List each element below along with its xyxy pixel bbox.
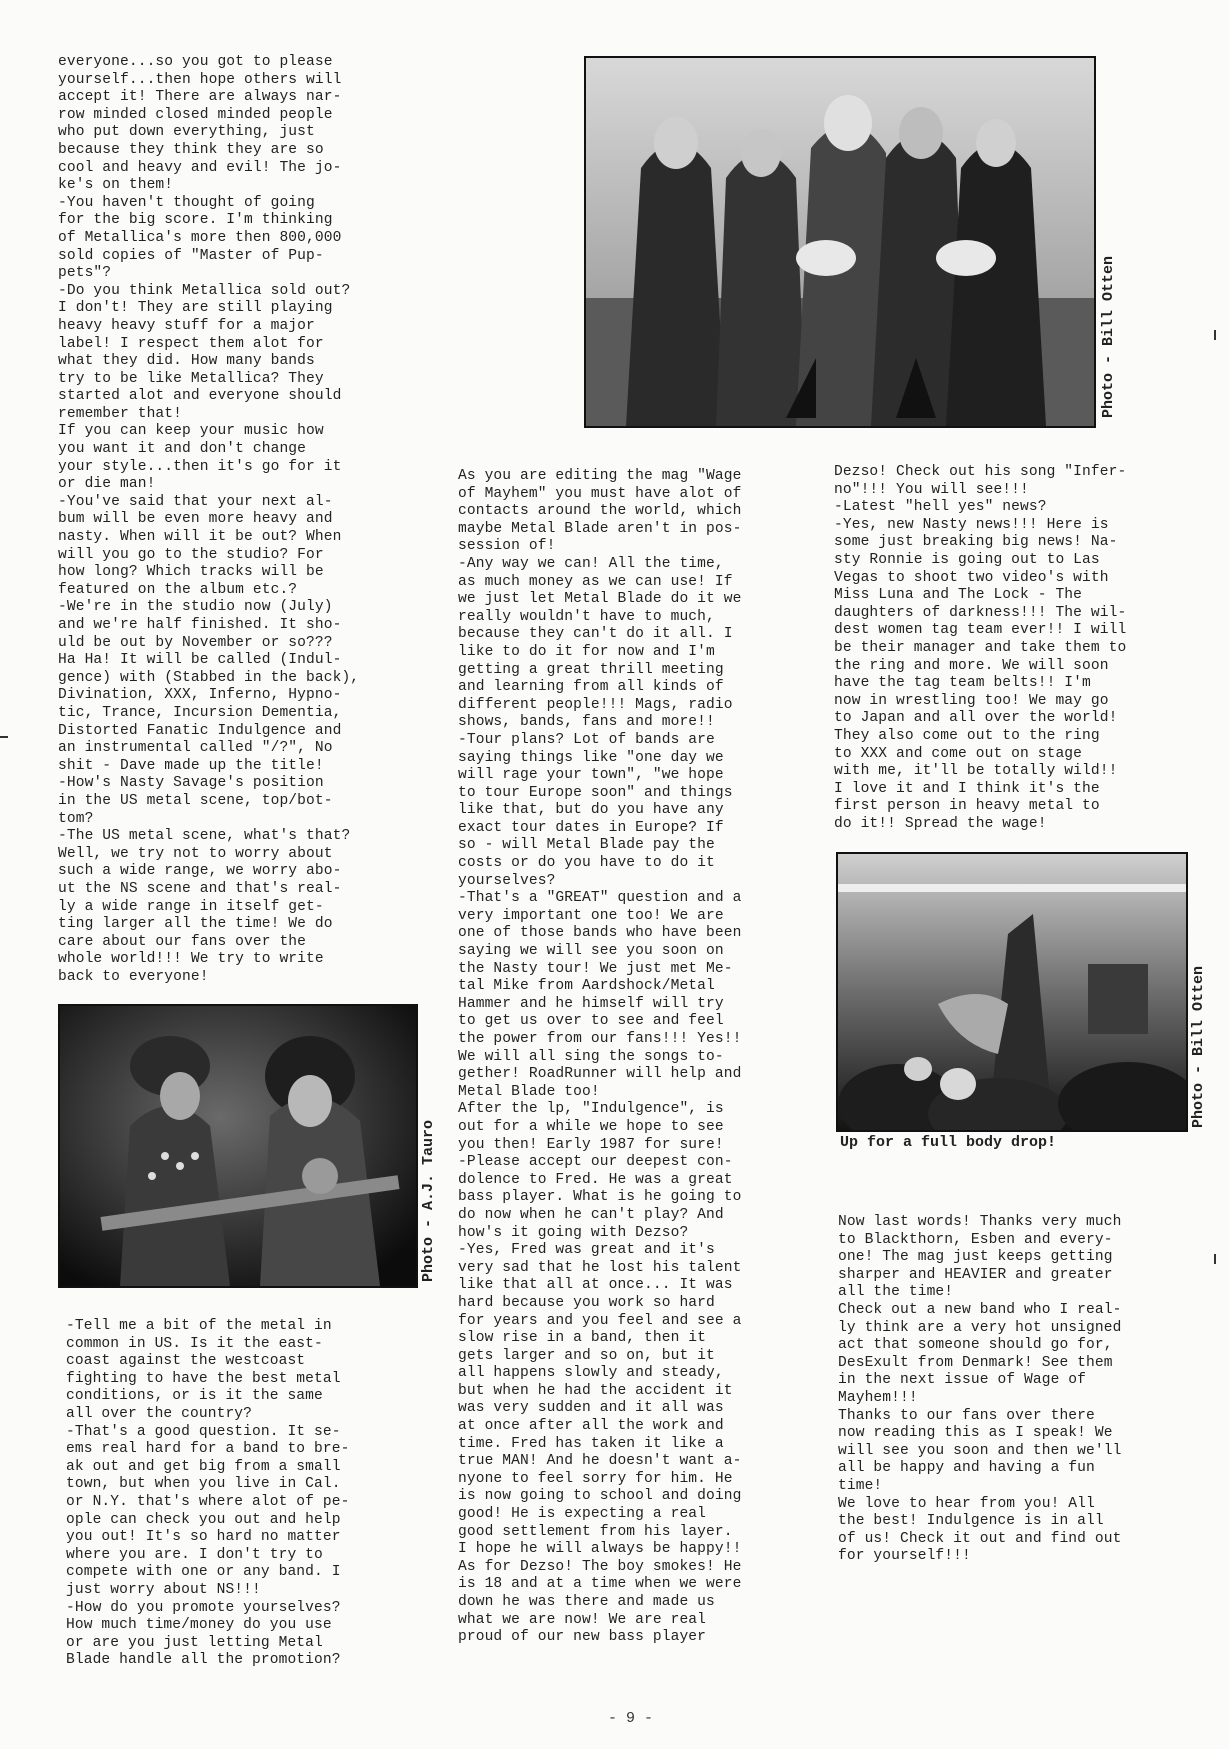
band-photo-credit: Photo - Bill Otten xyxy=(1100,255,1117,418)
stage-photo-caption: Up for a full body drop! xyxy=(840,1134,1057,1151)
middle-column-text: As you are editing the mag "Wage of Mayhem" you must have alot of contacts around the world, which maybe Metal Blade aren't in pos- session of! -Any way we can! All the time, as much money as we can use! If we just let Metal Blade do it we really wouldn't have to much, because they can't do it all. I like to do it for now and I'm getting a great thrill meeting and learning from all kinds of different people!!! Mags, radio shows, bands, fans and more!! -Tour plans? Lot of bands are saying things like "one day we will rage your town", "we hope to tour Europe soon" and things like that, but do you have any exact tour dates in Europe? If so - will Metal Blade pay the costs or do you have to do it yourselves? -That's a "GREAT" question and a very important one too! We are one of those bands who have been saying we will see you soon on the Nasty tour! We just met Me- tal Mike from Aardshock/Metal Hammer and he himself will try to get us over to see and feel the power from our fans!!! Yes!! We will all sing the songs to- gether! RoadRunner will help and Metal Blade too! After the lp, "Indulgence", is out for a while we hope to see you then! Early 1987 for sure! -Please accept our deepest con- dolence to Fred. He was a great bass player. What is he going to do now when he can't play? And how's it going with Dezso? -Yes, Fred was great and it's very sad that he lost his talent like that all at once... It was hard because you work so hard for years and you feel and see a slow rise in a band, then it gets larger and so on, but it all happens slowly and steady, but when he had the accident it was very sudden and it all was at once after all the work and time. Fred has taken it like a true MAN! And he doesn't want a- nyone to feel sorry for him. He is now going to school and doing good! He is expecting a real good settlement from his layer. I hope he will always be happy!! As for Dezso! The boy smokes! He is 18 and at a time when we were down he was there and made us what we are now! We are real proud of our new bass player xyxy=(458,468,742,1646)
band-group-photo xyxy=(584,56,1096,428)
margin-mark xyxy=(0,736,8,738)
guitarist-photo xyxy=(58,1004,418,1288)
left-column-top-text: everyone...so you got to please yourself...then hope others will accept it! There are always nar- row minded closed minded people who put down everything, just because they think they are so cool and heavy and evil! The jo- ke's on them! -You haven't thought of going for the big score. I'm thinking of Metallica's more then 800,000 sold copies of "Master of Pup- pets"? -Do you think Metallica sold out? I don't! They are still playing heavy heavy stuff for a major label! I respect them alot for what they did. How many bands try to be like Metallica? They started alot and everyone should remember that! If you can keep your music how you want it and don't change your style...then it's go for it or die man! -You've said that your next al- bum will be even more heavy and nasty. When will it be out? When will you go to the studio? For how long? Which tracks will be featured on the album etc.? -We're in the studio now (July) and we're half finished. It sho- uld be out by November or so??? Ha Ha! It will be called (Indul- gence) with (Stabbed in the back), Divination, XXX, Inferno, Hypno- tic, Trance, Incursion Dementia, Distorted Fanatic Indulgence and an instrumental called "/?", No shit - Dave made up the title! -How's Nasty Savage's position in the US metal scene, top/bot- tom? -The US metal scene, what's that? Well, we try not to worry about such a wide range, we worry abo- ut the NS scene and that's real- ly a wide range in itself get- ting larger all the time! We do care about our fans over the whole world!!! We try to write back to everyone! xyxy=(58,54,360,985)
guitarist-photo-credit: Photo - A.J. Tauro xyxy=(420,1119,437,1282)
margin-mark xyxy=(1214,1254,1216,1264)
left-column-bottom-text: -Tell me a bit of the metal in common in US. Is it the east- coast against the westcoast fighting to have the best metal conditions, or is it the same all over the country? -That's a good question. It se- ems real hard for a band to bre- ak out and get big from a small town, but when you live in Cal. or N.Y. that's where alot of pe- ople can check you out and help you out! It's so hard no matter where you are. I don't try to compete with one or any band. I just worry about NS!!! -How do you promote yourselves? How much time/money do you use or are you just letting Metal Blade handle all the promotion? xyxy=(66,1318,350,1669)
page-number: - 9 - xyxy=(608,1710,654,1727)
stage-dive-photo xyxy=(836,852,1188,1132)
right-column-bottom-text: Now last words! Thanks very much to Blackthorn, Esben and every- one! The mag just keeps getting sharper and HEAVIER and greater all the time! Check out a new band who I real- ly think are a very hot unsigned act that someone should go for, DesExult from Denmark! See them in the next issue of Wage of Mayhem!!! Thanks to our fans over there now reading this as I speak! We will see you soon and then we'll all be happy and having a fun time! We love to hear from you! All the best! Indulgence is in all of us! Check it out and find out for yourself!!! xyxy=(838,1214,1122,1565)
stage-photo-credit: Photo - Bill Otten xyxy=(1190,965,1207,1128)
margin-mark xyxy=(1214,330,1216,340)
right-column-top-text: Dezso! Check out his song "Infer- no"!!! You will see!!! -Latest "hell yes" news? -Yes, new Nasty news!!! Here is some just breaking big news! Na- sty Ronnie is going out to Las Vegas to shoot two video's with Miss Luna and The Lock - The daughters of darkness!!! The wil- dest women tag team ever!! I will be their manager and take them to the ring and more. We will soon have the tag team belts!! I'm now in wrestling too! We may go to Japan and all over the world! They also come out to the ring to XXX and come out on stage with me, it'll be totally wild!! I love it and I think it's the first person in heavy metal to do it!! Spread the wage! xyxy=(834,464,1127,832)
